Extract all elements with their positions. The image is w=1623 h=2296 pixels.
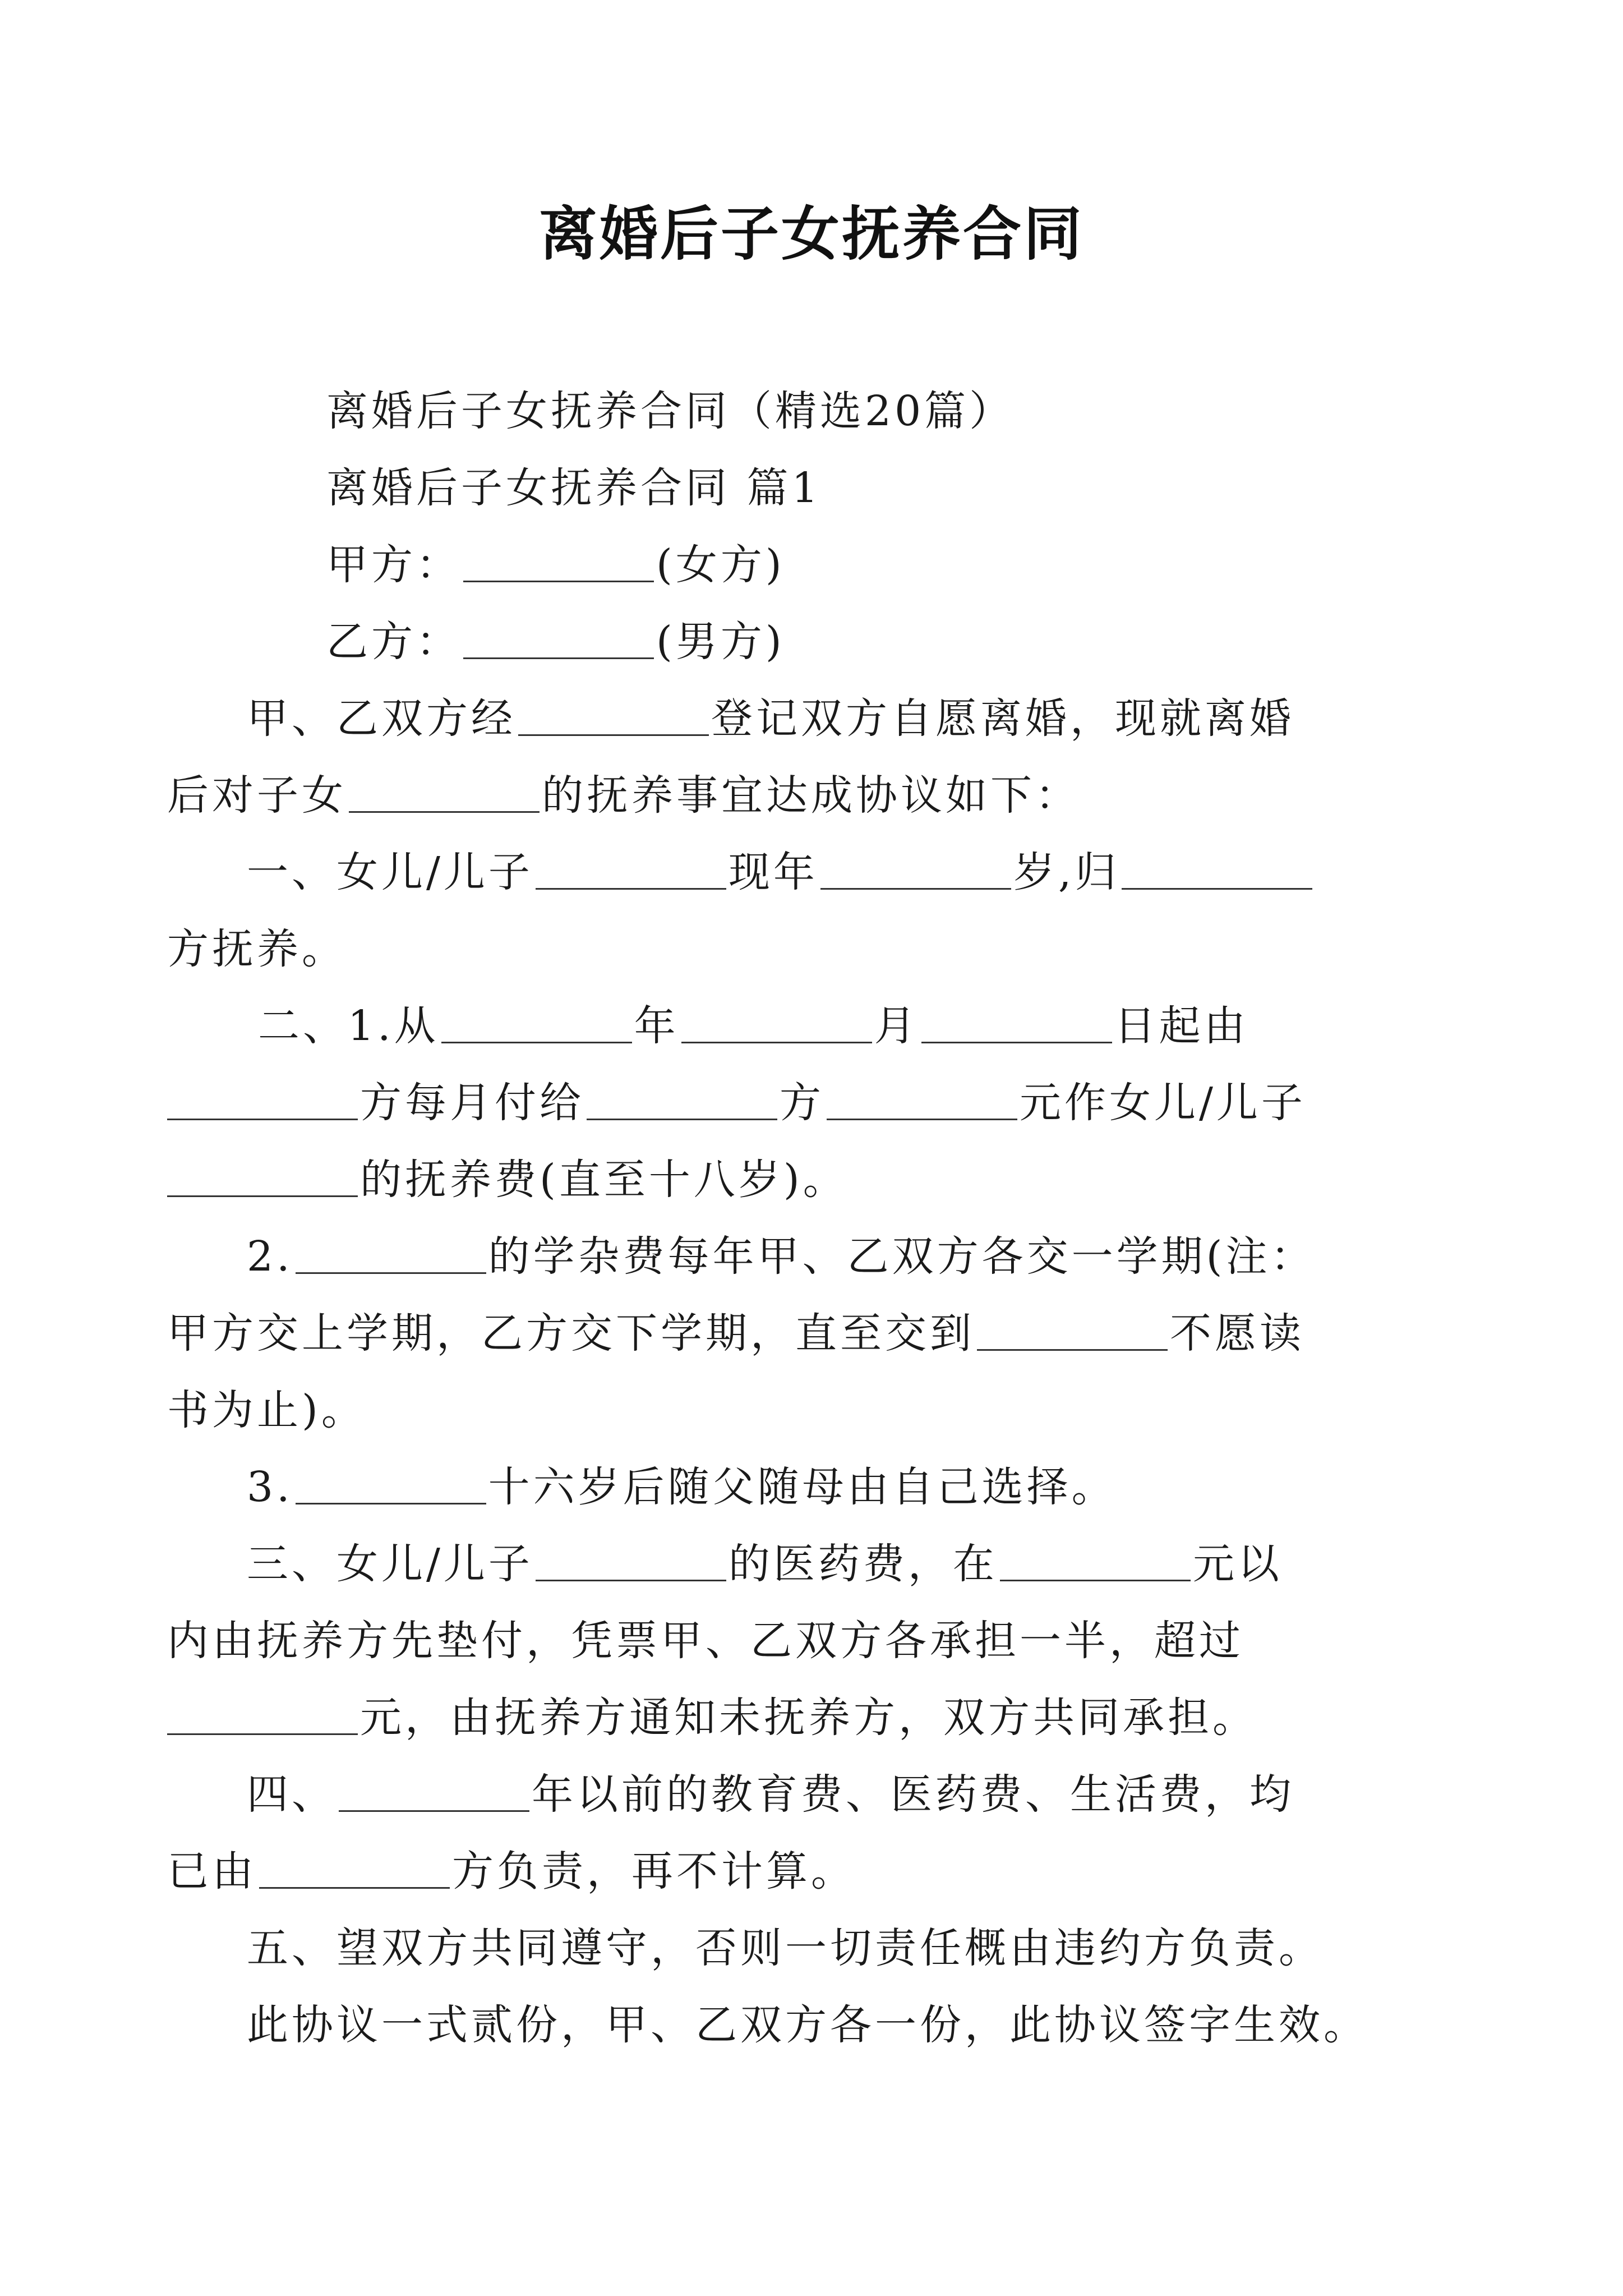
clause2-2-text-1: 2. <box>247 1232 293 1281</box>
clause2-1-text-1: 二、1.从 <box>258 1002 439 1050</box>
clause2-3-text-2: 十六岁后随父随母由自己选择。 <box>488 1463 1117 1511</box>
clause2-2-text-2: 的学杂费每年甲、乙双方各交一学期(注： <box>488 1232 1316 1281</box>
clause2-1-blank-4[interactable] <box>167 1077 358 1120</box>
clause2-1-line-1 <box>247 988 1380 1065</box>
section-heading <box>247 450 1380 527</box>
clause2-2-blank-1[interactable] <box>296 1231 486 1274</box>
clause2-3-blank-1[interactable] <box>296 1461 486 1504</box>
clause4-text-2: 年以前的教育费、医药费、生活费，均 <box>532 1770 1294 1819</box>
intro-line-1 <box>167 680 1380 757</box>
party-a-blank[interactable] <box>463 539 654 582</box>
intro-blank-1[interactable] <box>518 693 709 736</box>
clause4-line-2 <box>167 1833 1380 1910</box>
clause3-text-3: 元以 <box>1192 1540 1283 1588</box>
closing-line <box>247 1987 1380 2064</box>
clause4-blank-1[interactable] <box>339 1769 529 1812</box>
intro-text-1: 甲、乙双方经 <box>247 694 516 743</box>
intro-text-2: 登记双方自愿离婚，现就离婚 <box>711 694 1294 743</box>
clause4-text-1: 四、 <box>247 1770 336 1819</box>
clause2-2-blank-2[interactable] <box>977 1308 1168 1351</box>
clause3-text-4: 内由抚养方先垫付，凭票甲、乙双方各承担一半，超过 <box>167 1617 1244 1665</box>
clause3-blank-1[interactable] <box>536 1538 726 1581</box>
clause1-text-2: 现年 <box>728 848 818 896</box>
party-b-blank[interactable] <box>463 616 654 659</box>
intro-text-3: 后对子女 <box>167 771 347 820</box>
intro-blank-2[interactable] <box>349 770 540 813</box>
clause2-3-line <box>247 1449 1380 1526</box>
clause4-blank-2[interactable] <box>259 1846 450 1889</box>
clause1-line-2 <box>167 911 1380 988</box>
clause4-text-4: 方负责，再不计算。 <box>452 1847 856 1895</box>
clause2-1-text-8: 的抚养费(直至十八岁)。 <box>360 1156 848 1204</box>
clause2-1-text-3: 月 <box>874 1002 919 1050</box>
clause2-1-text-2: 年 <box>634 1002 679 1050</box>
clause3-text-5: 元，由抚养方通知未抚养方，双方共同承担。 <box>360 1694 1257 1742</box>
clause5-line <box>247 1910 1380 1987</box>
closing-text: 此协议一式贰份，甲、乙双方各一份，此协议签字生效。 <box>247 2001 1368 2049</box>
clause2-2-line-2 <box>167 1295 1380 1372</box>
clause3-text-2: 的医药费，在 <box>728 1540 998 1588</box>
party-a-label: 甲方： <box>326 541 461 589</box>
document-title: 离婚后子女抚养合同 <box>538 199 1084 268</box>
clause2-2-text-5: 书为止)。 <box>167 1386 366 1434</box>
clause2-2-line-3 <box>167 1372 1380 1449</box>
clause5-text: 五、望双方共同遵守，否则一切责任概由违约方负责。 <box>247 1924 1324 1972</box>
party-b-note: (男方) <box>656 618 785 666</box>
party-a-note: (女方) <box>656 541 785 589</box>
clause1-blank-1[interactable] <box>536 846 726 890</box>
party-b-line <box>247 604 1380 680</box>
clause1-line-1 <box>167 834 1380 911</box>
clause3-line-1 <box>247 1526 1380 1603</box>
clause1-text-1: 一、女儿/儿子 <box>247 848 533 896</box>
clause2-1-text-4: 日起由 <box>1114 1002 1249 1050</box>
clause1-text-4: 方抚养。 <box>167 925 347 973</box>
clause3-text-1: 三、女儿/儿子 <box>247 1540 533 1588</box>
clause2-1-blank-6[interactable] <box>827 1077 1017 1120</box>
clause3-blank-2[interactable] <box>1000 1538 1191 1581</box>
clause2-1-blank-1[interactable] <box>441 1000 632 1043</box>
intro-text-4: 的抚养事宜达成协议如下： <box>542 771 1080 820</box>
party-a-line <box>247 527 1380 604</box>
clause1-blank-3[interactable] <box>1122 846 1312 890</box>
clause2-1-line-2 <box>167 1065 1380 1142</box>
clause1-blank-2[interactable] <box>820 846 1011 890</box>
clause2-2-text-4: 不愿读 <box>1170 1309 1304 1358</box>
clause2-1-blank-2[interactable] <box>681 1000 872 1043</box>
clause2-1-blank-3[interactable] <box>921 1000 1112 1043</box>
clause3-line-3 <box>167 1680 1380 1756</box>
clause2-1-text-6: 方 <box>780 1079 824 1127</box>
clause3-line-2 <box>167 1603 1380 1680</box>
clause2-2-text-3: 甲方交上学期，乙方交下学期，直至交到 <box>167 1309 975 1358</box>
section-heading-text: 离婚后子女抚养合同 篇1 <box>326 464 822 512</box>
document-body <box>167 373 1380 2064</box>
clause2-2-line-1 <box>247 1218 1380 1295</box>
intro-line-2 <box>167 757 1380 834</box>
clause2-1-blank-7[interactable] <box>167 1154 358 1197</box>
subtitle-text: 离婚后子女抚养合同（精选20篇） <box>326 387 1015 435</box>
clause3-blank-3[interactable] <box>167 1692 358 1735</box>
subtitle <box>247 373 1380 450</box>
clause2-1-line-3 <box>167 1142 1380 1218</box>
clause4-text-3: 已由 <box>167 1847 257 1895</box>
clause2-3-text-1: 3. <box>247 1463 293 1511</box>
clause1-text-3: 岁,归 <box>1013 848 1120 896</box>
clause4-line-1 <box>247 1756 1380 1833</box>
party-b-label: 乙方： <box>326 618 461 666</box>
clause2-1-text-5: 方每月付给 <box>360 1079 584 1127</box>
clause2-1-blank-5[interactable] <box>587 1077 777 1120</box>
clause2-1-text-7: 元作女儿/儿子 <box>1020 1079 1306 1127</box>
